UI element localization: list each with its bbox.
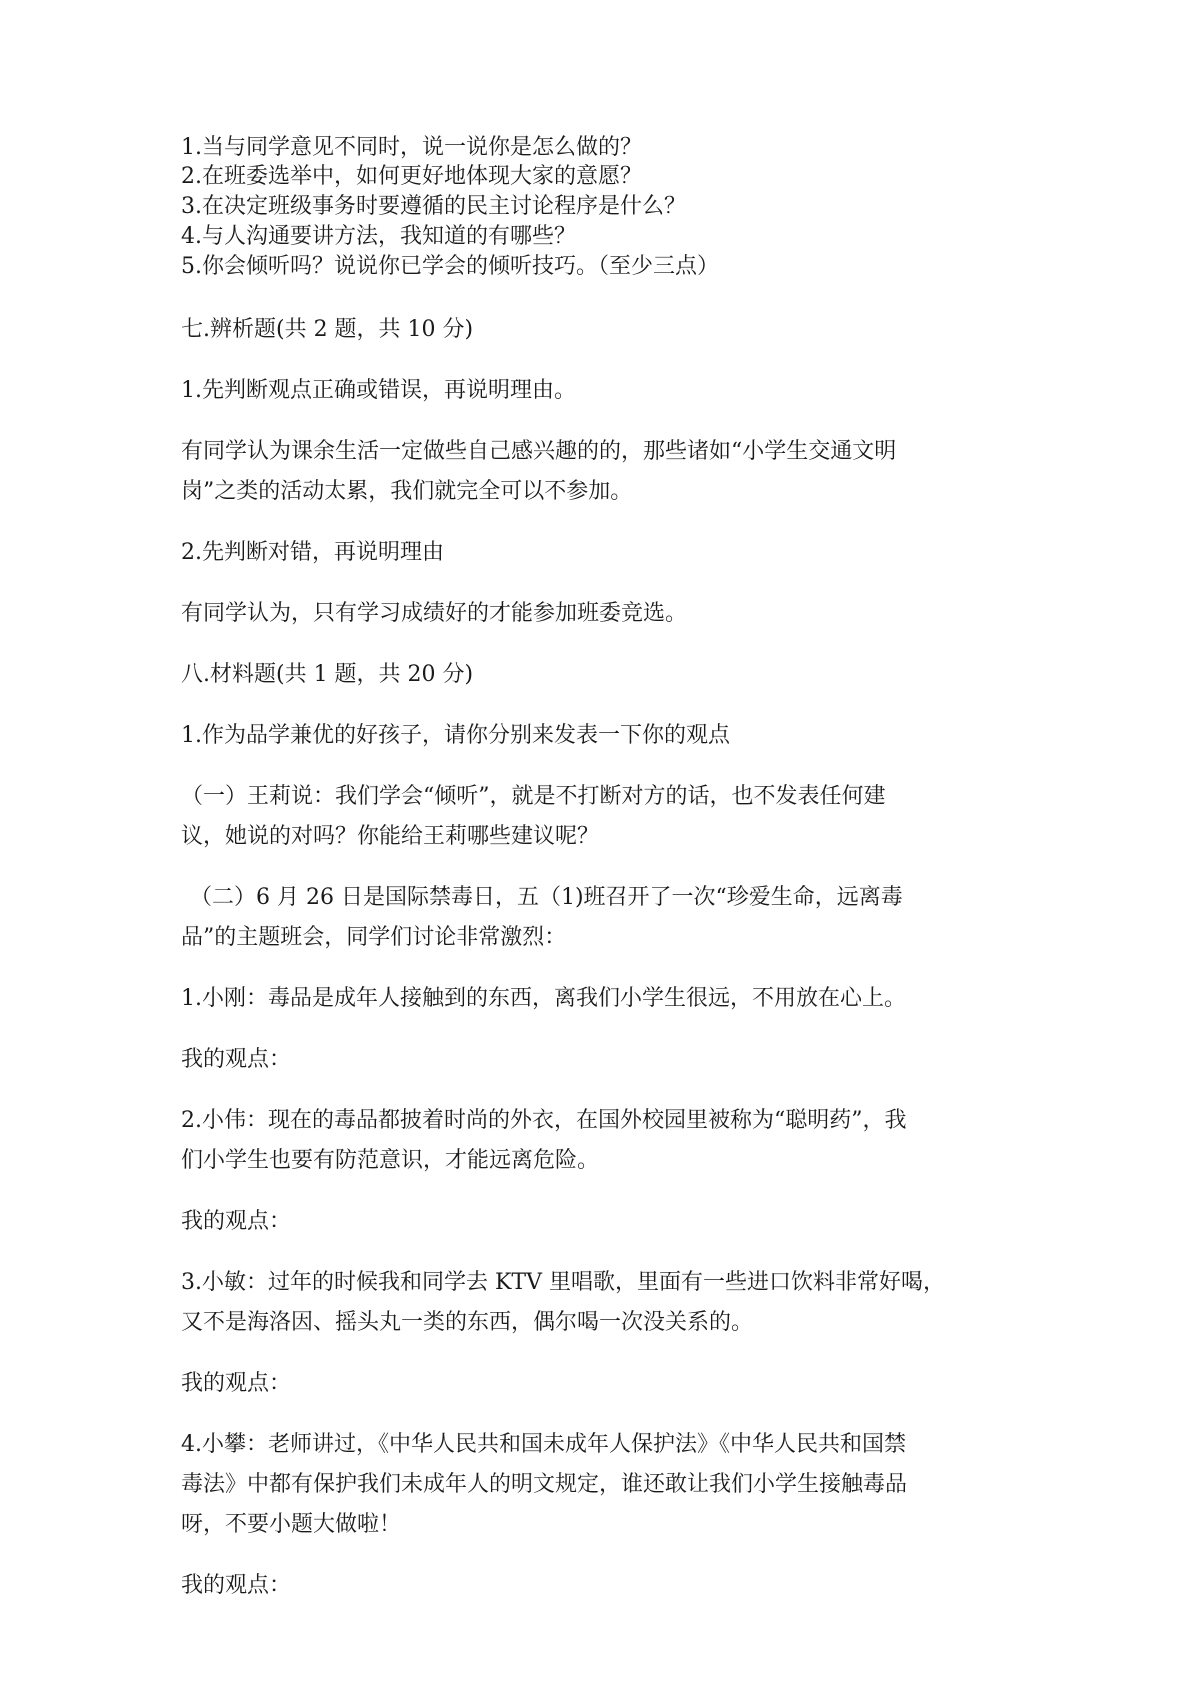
section7-q2-text: 有同学认为，只有学习成绩好的才能参加班委竞选。	[181, 601, 688, 626]
section8-heading: 八.材料题(共 1 题，共 20 分)	[181, 662, 474, 687]
section8-q1-prompt: 1.作为品学兼优的好孩子，请你分别来发表一下你的观点	[181, 723, 730, 748]
section8-part2: （二）6 月 26 日是国际禁毒日，五（1)班召开了一次“珍爱生命，远离毒	[190, 885, 903, 910]
section8-part1: 议，她说的对吗？你能给王莉哪些建议呢？	[181, 824, 600, 849]
section7-heading: 七.辨析题(共 2 题，共 10 分)	[181, 317, 474, 342]
section7-q1-text: 有同学认为课余生活一定做些自己感兴趣的的，那些诸如“小学生交通文明	[181, 439, 897, 464]
statement-4: 4.小攀：老师讲过，《中华人民共和国未成年人保护法》《中华人民共和国禁	[181, 1432, 906, 1457]
section8-part2: 品”的主题班会，同学们讨论非常激烈：	[181, 925, 567, 950]
statement-3: 3.小敏：过年的时候我和同学去 KTV 里唱歌，里面有一些进口饮料非常好喝，	[181, 1270, 945, 1295]
q6-item-1: 1.当与同学意见不同时，说一说你是怎么做的？	[181, 135, 642, 160]
my-view-label-3: 我的观点：	[181, 1371, 292, 1396]
statement-4: 呀，不要小题大做啦！	[181, 1512, 402, 1537]
statement-1: 1.小刚：毒品是成年人接触到的东西，离我们小学生很远，不用放在心上。	[181, 986, 906, 1011]
statement-2: 2.小伟：现在的毒品都披着时尚的外衣，在国外校园里被称为“聪明药”，我	[181, 1108, 907, 1133]
my-view-label-2: 我的观点：	[181, 1209, 292, 1234]
statement-3: 又不是海洛因、摇头丸一类的东西，偶尔喝一次没关系的。	[181, 1310, 754, 1335]
section8-part1: （一）王莉说：我们学会“倾听”，就是不打断对方的话，也不发表任何建	[181, 784, 886, 809]
q6-item-4: 4.与人沟通要讲方法，我知道的有哪些？	[181, 224, 576, 249]
statement-2: 们小学生也要有防范意识，才能远离危险。	[181, 1148, 600, 1173]
q6-item-3: 3.在决定班级事务时要遵循的民主讨论程序是什么？	[181, 194, 686, 219]
q6-item-5: 5.你会倾听吗？说说你已学会的倾听技巧。（至少三点）	[181, 254, 719, 279]
my-view-label-4: 我的观点：	[181, 1573, 292, 1598]
my-view-label-1: 我的观点：	[181, 1047, 292, 1072]
section7-q1-prompt: 1.先判断观点正确或错误，再说明理由。	[181, 378, 576, 403]
q6-item-2: 2.在班委选举中，如何更好地体现大家的意愿？	[181, 164, 642, 189]
section7-q1-text: 岗”之类的活动太累，我们就完全可以不参加。	[181, 479, 633, 504]
section7-q2-prompt: 2.先判断对错，再说明理由	[181, 540, 444, 565]
statement-4: 毒法》中都有保护我们未成年人的明文规定，谁还敢让我们小学生接触毒品	[181, 1472, 908, 1497]
